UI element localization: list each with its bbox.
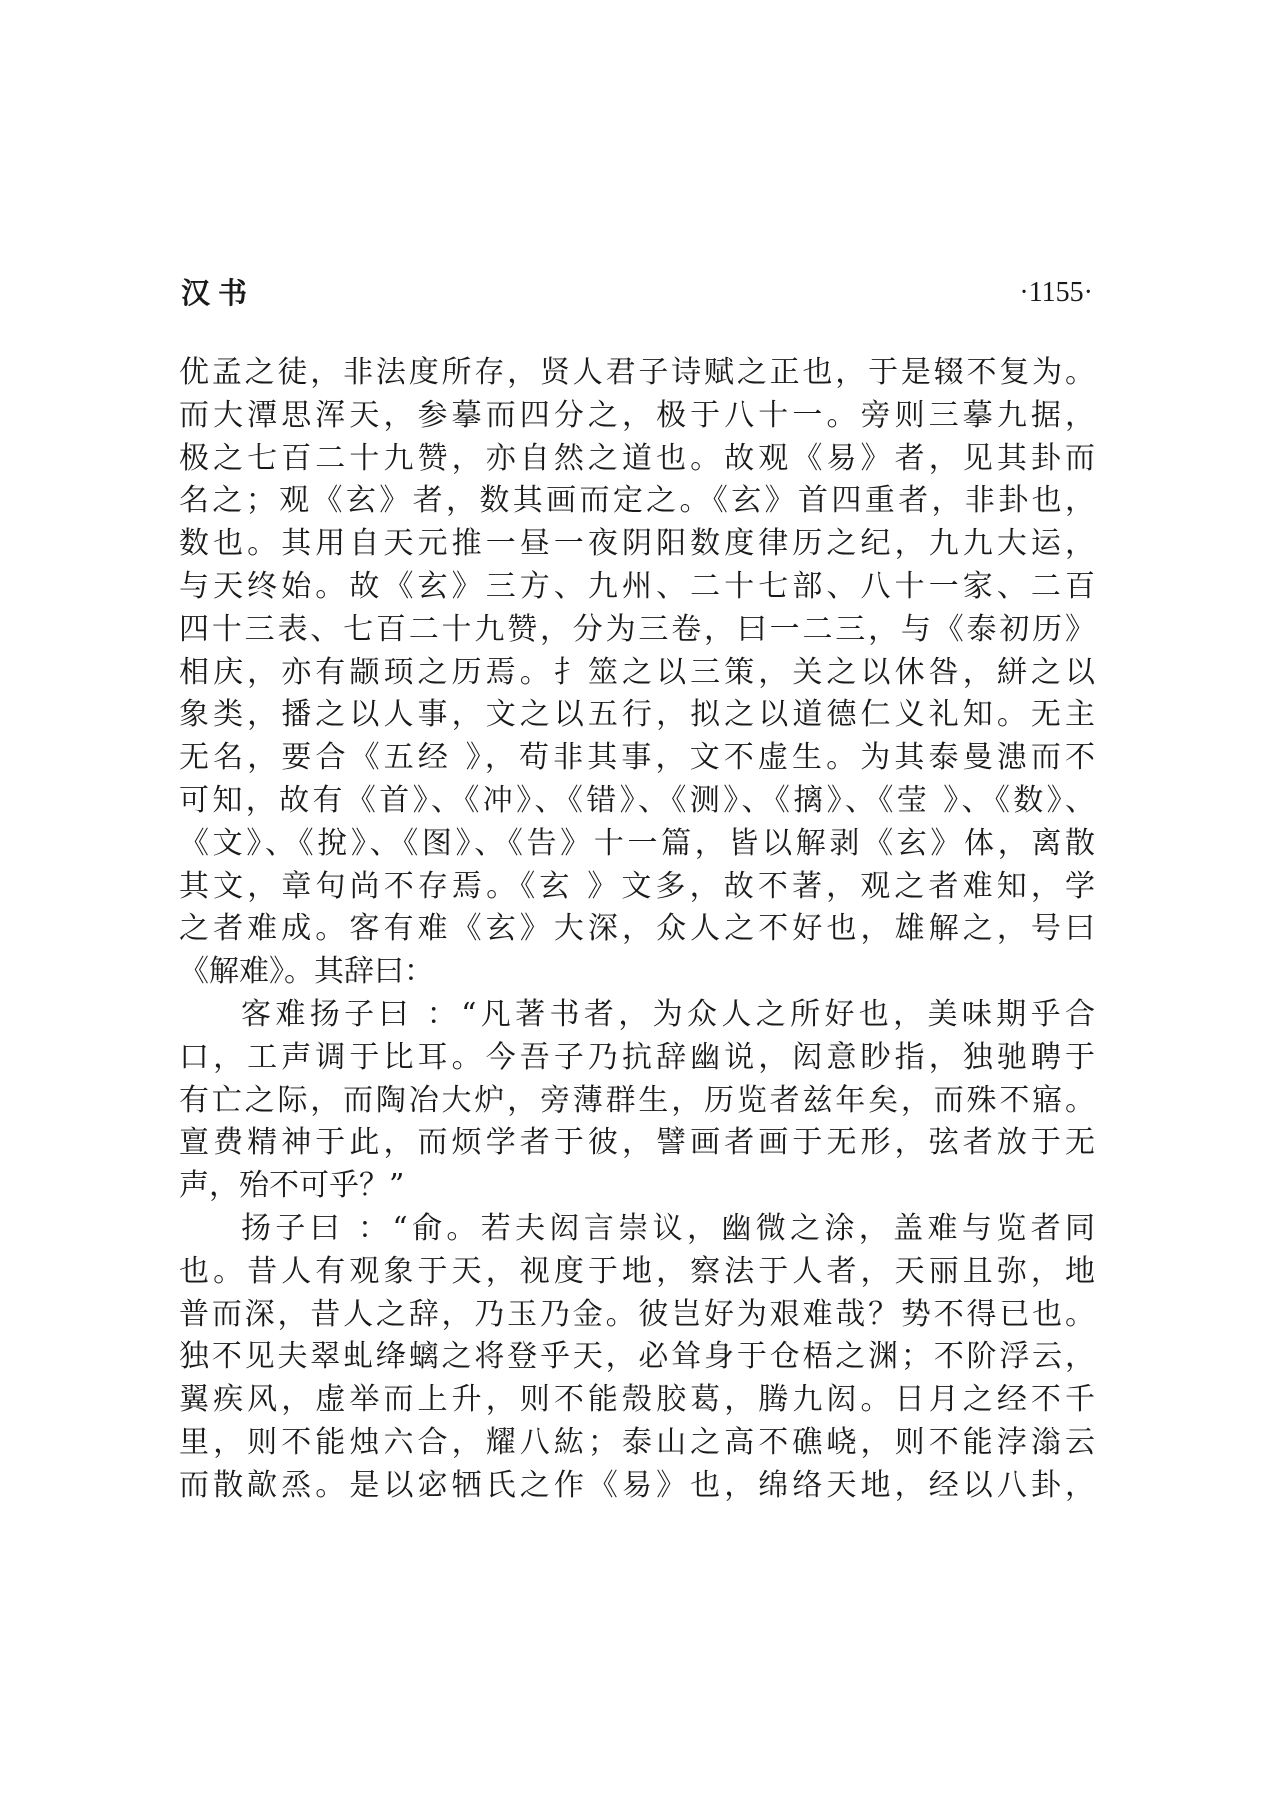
body-text [179,352,1095,1508]
paragraph-start-line: 扬子曰 ：“俞。若夫闳言崇议，幽微之涂，盖难与览者同 [241,1210,1095,1246]
page-number: ·1155· [1019,277,1093,308]
text-line: 无名，要合《五经 》，苟非其事，文不虚生。为其泰曼漶而不 [179,740,1095,776]
text-line: 之者难成。客有难《玄》大深，众人之不好也，雄解之，号曰 [179,911,1095,947]
text-line: 翼疾风，虚举而上升，则不能殼胶葛，腾九闳。日月之经不千 [179,1382,1095,1418]
book-title: 汉书 [181,276,256,310]
text-line: 极之七百二十九赞，亦自然之道也。故观《易》者，见其卦而 [179,440,1095,476]
text-line: 而散歊烝。是以宓牺氏之作《易》也，绵络天地，经以八卦， [179,1467,1095,1503]
text-line: 亶费精神于此，而烦学者于彼，譬画者画于无形，弦者放于无 [179,1125,1095,1161]
text-line: 数也。其用自天元推一昼一夜阴阳数度律历之纪，九九大运， [179,526,1095,562]
text-line: 名之；观《玄》者，数其画而定之。《玄》首四重者，非卦也， [179,483,1095,519]
text-line: 有亡之际，而陶冶大炉，旁薄群生，历览者兹年矣，而殊不寤。 [179,1082,1095,1118]
text-line: 而大潭思浑天，参摹而四分之，极于八十一。旁则三摹九据， [179,397,1095,433]
text-line: 里，则不能烛六合，耀八紘；泰山之高不礁峣，则不能浡滃云 [179,1424,1095,1460]
text-line: 四十三表、七百二十九赞，分为三卷，曰一二三，与《泰初历》 [179,611,1095,647]
text-line: 《解难》。其辞曰： [179,954,434,990]
text-line: 口，工声调于比耳。今吾子乃抗辞幽说，闳意眇指，独驰聘于 [179,1039,1095,1075]
text-line: 也。昔人有观象于天，视度于地，察法于人者，天丽且弥，地 [179,1253,1095,1289]
text-line: 其文，章句尚不存焉。《玄 》文多，故不著，观之者难知，学 [179,868,1095,904]
text-line: 优孟之徒，非法度所存，贤人君子诗赋之正也，于是辍不复为。 [179,355,1095,390]
text-line: 普而深，昔人之辞，乃玉乃金。彼岂好为艰难哉？势不得已也。 [179,1296,1095,1332]
page-header [181,268,1093,318]
text-line: 与天终始。故《玄》三方、九州、二十七部、八十一家、二百 [179,568,1095,604]
paragraph-start-line: 客难扬子曰 ：“凡著书者，为众人之所好也，美味期乎合 [241,996,1095,1032]
text-line: 相庆，亦有颛顼之历焉。扌筮之以三策，关之以休咎，絣之以 [179,654,1095,690]
text-line: 象类，播之以人事，文之以五行，拟之以道德仁义礼知。无主 [179,697,1095,733]
text-line: 独不见夫翠虬绛螭之将登乎天，必耸身于仓梧之渊；不阶浮云， [179,1339,1095,1375]
text-line: 可知，故有《首》、《冲》、《错》、《测》、《摛》、《莹 》、《数》、 [179,782,1095,818]
text-line: 声，殆不可乎？” [179,1168,405,1204]
text-line: 《文》、《挩》、《图》、《告》十一篇，皆以解剥《玄》体，离散 [179,825,1095,861]
